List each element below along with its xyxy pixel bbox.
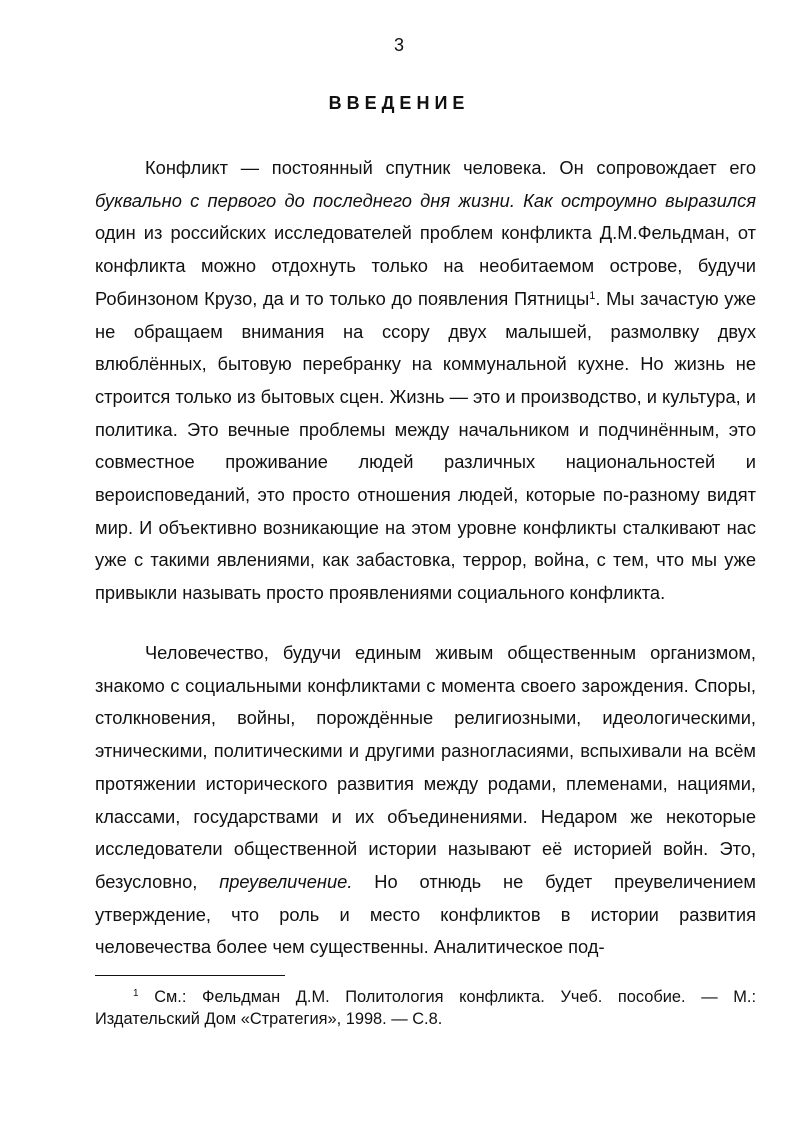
paragraph-1 [95,152,756,610]
footnote-marker: 1 [133,988,139,999]
paragraph-2-italic: преувеличение. [219,870,353,892]
page-number: 3 [393,35,404,55]
paragraph-2 [95,637,756,964]
paragraph-1-text-a: Конфликт — постоянный спутник человека. Он сопровождает его [145,157,756,178]
paragraph-1-text-c: . Мы зачастую уже не обращаем внимания на ссору двух малышей, размолвку двух влюблённых, бытовую перебранку на коммунальной кухне. Но жизнь не строится только из бытовых сцен. Жизнь — это и производство, и культура, и политика. Это вечные проблемы между начальником и подчинённым, это совместное проживание людей различных национальностей и вероисповеданий, это просто отношения людей, которые по-разному видят мир. И объективно возникающие на этом уровне конфликты сталкивают нас уже с такими явлениями, как забастовка, террор, война, с тем, что мы уже привыкли называть просто проявлениями социального конфликта. [95,287,756,604]
page-title: ВВЕДЕНИЕ [328,93,470,113]
paragraph-1-text-b: один из российских исследователей проблем конфликта Д.М.Фельдман, от конфликта можно отдохнуть только на необитаемом острове, будучи Робинзоном Крузо, да и то только до появления Пятницы [95,222,756,309]
paragraph-2-text-a: Человечество, будучи единым живым общественным организмом, знакомо с социальными конфликтами с момента своего зарождения. Споры, столкновения, войны, порождённые религиозными, идеологическими, этническими, политическими и другими разногласиями, вспыхивали на всём протяжении исторического развития между родами, племенами, нациями, классами, государствами и их объединениями. Недаром же некоторые исследователи общественной истории называют её историей войн. Это, безусловно, [95,642,756,892]
footnote-reference[interactable]: 1 [589,289,596,302]
footnote-divider [95,975,285,976]
footnote-text: См.: Фельдман Д.М. Политология конфликта. Учеб. пособие. — М.: Издательский Дом «Стратегия», 1998. — С.8. [95,988,756,1028]
footnote [95,986,756,1030]
paragraph-2-text-b: Но отнюдь не будет преувеличением утверждение, что роль и место конфликтов в истории развития человечества более чем существенны. Аналитическое под- [95,870,756,958]
paragraph-1-italic: буквально с первого до последнего дня жизни. Как остроумно выразился [95,189,756,211]
